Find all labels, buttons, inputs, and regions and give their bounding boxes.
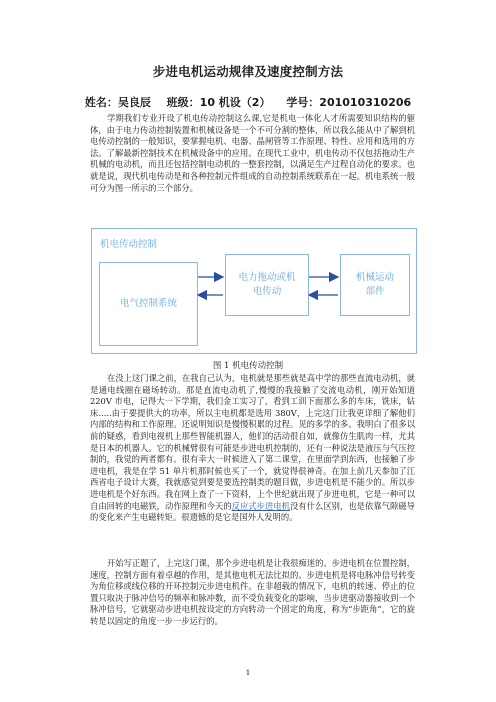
paragraph-body-tail: 没有什么区别，也是依靠气隙磁导的变化来产生电磁转矩。很遗憾的是它是国外人发明的。 (90, 500, 415, 523)
paragraph-body (90, 373, 415, 524)
author-student-id: 学号：201010310206 (286, 96, 412, 109)
mech-label-line1: 机械运动 (355, 272, 394, 283)
paragraph-body-text: 在没上这门课之前，在我自己认为，电机就是那些就是高中学的那些直流电动机，就是通电线圈在磁场转动。那是直流电动机了,慢慢的我接触了交流电动机，刚开始知道 220V 市电，记得大一下学期，我们金工实习了，看到工训下面那么多的车床，铣床，钻床.....由于要提供大的功率，所以主电机都是选用 380V，上完这门让我更详细了解他们内部的结构和工作原理。还说明知识是慢慢积累的过程。见的多学的多。我明白了很多以前的疑惑，看到电视机上那些智能机器人，他们的活动很自如，就像仿生肌肉一样，尤其是日本的机器人。它的机械臂很有可能是步进电机控制的，还有一种说法是液压与气压控制的，我觉的两者都有。很有幸大一时候进入了第二课堂，在里面学到东西，也接触了步进电机，我是在学 51 单片机那时候也买了一个，就觉得很神奇。在加上前几天参加了江西省电子设计大赛，我就感觉到要是要选控制类的题目做，步进电机是不能少的。所以步进电机是个好东西。我在网上查了一下资料，上个世纪就出现了步进电机，它是一种可以自由回转的电磁铁，动作原理和今天的 (90, 373, 415, 511)
stepper-motor-link[interactable]: 反应式步进电机 (231, 500, 291, 511)
document-title: 步进电机运动规律及速度控制方法 (152, 64, 344, 79)
electrical-control-label: 电气控制系统 (119, 298, 177, 309)
author-class: 班级：10 机设（2） (166, 96, 271, 109)
page-number: 1 (245, 668, 251, 677)
drive-label-line2: 电传动 (252, 286, 282, 297)
control-diagram (91, 228, 417, 354)
figure-caption: 图 1 机电传动控制 (212, 361, 284, 371)
diagram-title: 机电传动控制 (100, 239, 158, 250)
drive-label-line1: 电力拖动或机 (238, 272, 296, 283)
author-line (0, 94, 496, 110)
author-name: 姓名：吴良辰 (84, 96, 151, 109)
diagram-arrows (92, 229, 416, 353)
paragraph-main: 开始写正题了，上完这门课，那个步进电机是让我很痴迷的。步进电机在位置控制，速度，控制方面有着卓越的作用，是其他电机无法比拟的。步进电机是将电脉冲信号转变为角位移或线位移的开环控制元步进电机件。在非超载的情况下，电机的转速、停止的位置只取决于脉冲信号的频率和脉冲数，而不受负载变化的影响，当步进驱动器接收到一个脉冲信号，它就驱动步进电机按设定的方向转动一个固定的角度，称为“步距角”，它的旋转是以固定的角度一步一步运行的。 (90, 558, 415, 626)
paragraph-intro: 学期我们专业开设了机电传动控制这么课,它是机电一体化人才所需要知识结构的躯体，由于电力传动控制装置和机械设备是一个不可分割的整体，所以我么能从中了解到机电传动控制的一般知识，要掌握电机、电器、晶闸管等工作原理、特性、应用和选用的方法。了解最新控制技术在机械设备中的应用。在现代工业中，机电传动不仅包括拖动生产机械的电动机，而且还包括控制电动机的一整套控制，以满足生产过程自动化的要求。也就是说，现代机电传动是和各种控制元件组成的自动控制系统联系在一起。机电系统一般可分为图一所示的三个部分。 (90, 113, 415, 193)
mech-label-line2: 部件 (365, 286, 385, 297)
